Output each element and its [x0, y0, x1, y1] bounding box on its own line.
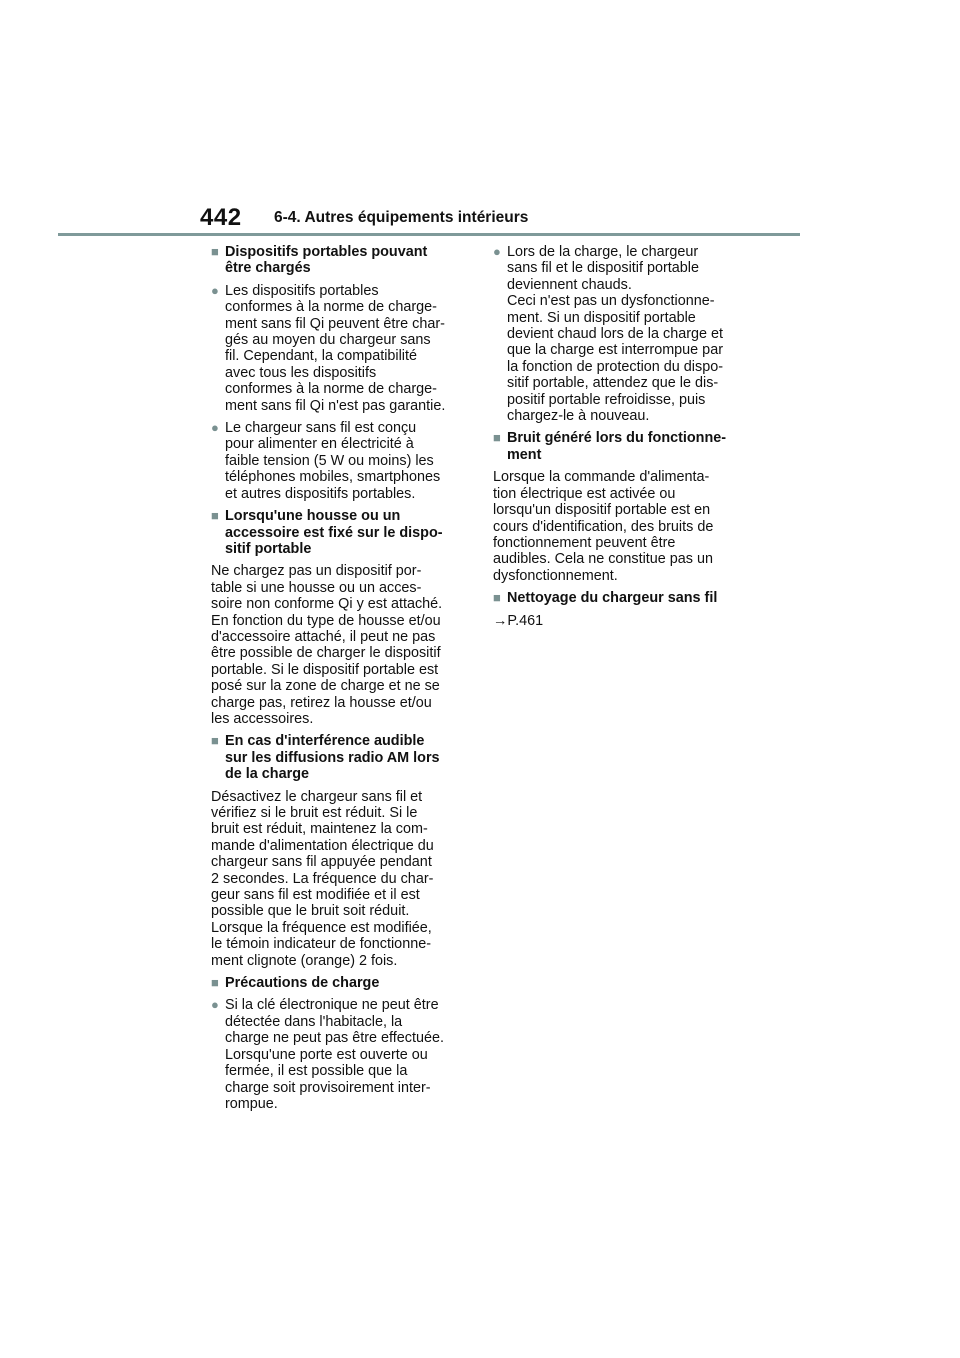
- left-column: [211, 244, 469, 1118]
- heading-text: Lorsqu'une housse ou un accessoire est fixé sur le dispo- sitif portable: [225, 508, 443, 557]
- heading-text: Dispositifs portables pouvant être chargés: [225, 244, 428, 277]
- square-bullet-icon: ■: [211, 244, 219, 259]
- section-heading: [493, 590, 751, 606]
- circle-bullet-icon: ●: [493, 244, 501, 259]
- bullet-item: [211, 997, 469, 1112]
- square-bullet-icon: ■: [211, 733, 219, 749]
- paragraph: Lorsque la commande d'alimenta- tion électrique est activée ou lorsqu'un dispositif portable est en cours d'identification, des bruits de fonctionnement peuvent être audibles. Cela ne constitue pas un dysfonctionnement.: [493, 469, 714, 584]
- bullet-text: Lors de la charge, le chargeur sans fil et le dispositif portable deviennent chauds. Ceci n'est pas un dysfonctionne- ment. Si un dispositif portable devient chaud lors de la charge et que la charge est interrompue par la fonction de protection du dispo- sitif portable, attendez que le dis- positif portable refroidisse, puis chargez-le à nouveau.: [507, 244, 724, 425]
- section-heading: [211, 733, 469, 782]
- square-bullet-icon: ■: [211, 508, 219, 524]
- square-bullet-icon: ■: [493, 590, 501, 606]
- section-heading: [211, 244, 469, 277]
- bullet-text: Les dispositifs portables conformes à la norme de charge- ment sans fil Qi peuvent être char- gés au moyen du chargeur sans fil. Cependant, la compatibilité avec tous les dispositifs conformes à la norme de charge- ment sans fil Qi n'est pas garantie.: [225, 282, 446, 414]
- page-number: 442: [200, 204, 242, 231]
- section-heading: [211, 508, 469, 557]
- paragraph: Ne chargez pas un dispositif por- table si une housse ou un acces- soire non conforme Qi y est attaché. En fonction du type de housse et/ou d'accessoire attaché, il peut ne pas être possible de charger le dispositif portable. Si le dispositif portable est posé sur la zone de charge et ne se charge pas, retirez la housse et/ou les accessoires.: [211, 563, 443, 727]
- section-title: 6-4. Autres équipements intérieurs: [274, 209, 529, 226]
- square-bullet-icon: ■: [211, 975, 219, 991]
- heading-text: En cas d'interférence audible sur les diffusions radio AM lors de la charge: [225, 733, 440, 783]
- circle-bullet-icon: ●: [211, 420, 219, 436]
- section-heading: [211, 975, 469, 991]
- square-bullet-icon: ■: [493, 430, 501, 446]
- heading-text: Bruit généré lors du fonctionne- ment: [507, 430, 727, 463]
- heading-text: Nettoyage du chargeur sans fil: [507, 590, 718, 607]
- right-column: [493, 244, 751, 635]
- heading-text: Précautions de charge: [225, 975, 380, 992]
- circle-bullet-icon: ●: [211, 997, 219, 1013]
- bullet-item: [211, 420, 469, 502]
- header-rule: [58, 233, 800, 236]
- bullet-item: [493, 244, 751, 424]
- paragraph: Désactivez le chargeur sans fil et vérifiez si le bruit est réduit. Si le bruit est réduit, maintenez la com- mande d'alimentation électrique du chargeur sans fil appuyée pendant 2 secondes. La fréquence du char- geur sans fil est modifiée et il est possible que le bruit soit réduit. Lorsque la fréquence est modifiée, le témoin indicateur de fonctionne- ment clignote (orange) 2 fois.: [211, 788, 434, 969]
- bullet-text: Le chargeur sans fil est conçu pour alimenter en électricité à faible tension (5 W ou moins) les téléphones mobiles, smartphones et autres dispositifs portables.: [225, 420, 441, 502]
- circle-bullet-icon: ●: [211, 282, 219, 298]
- bullet-text: Si la clé électronique ne peut être détectée dans l'habitacle, la charge ne peut pas être effectuée. Lorsqu'une porte est ouverte ou fermée, il est possible que la charge soit provisoirement inter- rompue.: [225, 997, 444, 1112]
- section-heading: [493, 430, 751, 463]
- page-reference-link[interactable]: →P.461: [493, 612, 544, 629]
- bullet-item: [211, 283, 469, 414]
